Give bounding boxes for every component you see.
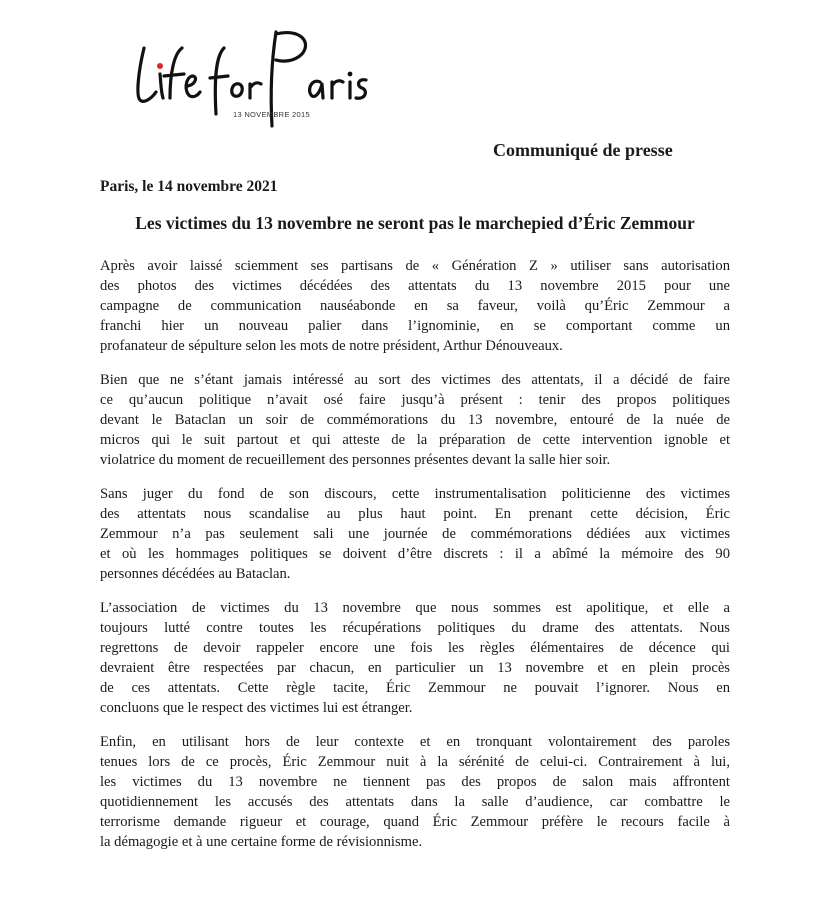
text-line: personnes décédées au Bataclan.	[100, 566, 291, 582]
text-line: toujours lutté contre toutes les récupérations politiques du drame des attentats. Nous	[100, 620, 730, 636]
text-line: campagne de communication nauséabonde en sa faveur, voilà qu’Éric Zemmour a	[100, 298, 730, 314]
text-line: des photos des victimes décédées des attentats du 13 novembre 2015 pour une	[100, 278, 730, 294]
text-line: micros qui le suit partout et qui atteste de la préparation de cette intervention ignoble et	[100, 432, 730, 448]
text-line: franchi hier un nouveau palier dans l’ignominie, en se comportant comme un	[100, 318, 730, 334]
text-line: les victimes du 13 novembre ne tiennent pas des propos de salon mais affrontent	[100, 774, 730, 790]
paragraph-3	[100, 484, 730, 584]
text-line: tenues lors de ce procès, Éric Zemmour nuit à la sérénité de celui-ci. Contrairement à lui,	[100, 754, 730, 770]
press-release-label: Communiqué de presse	[493, 140, 673, 160]
text-line: Bien que ne s’étant jamais intéressé au sort des victimes des attentats, il a décidé de faire	[100, 372, 730, 388]
text-line: Zemmour n’a pas seulement sali une journée de commémorations dédiées aux victimes	[100, 526, 730, 542]
text-line: regrettons de devoir rappeler encore une fois les règles élémentaires de décence qui	[100, 640, 730, 656]
text-line: devraient être respectées par chacun, en particulier un 13 novembre et en plein procès	[100, 660, 730, 676]
text-line: et où les hommages politiques se doivent d’être discrets : il a abîmé la mémoire des 90	[100, 546, 730, 562]
headline: Les victimes du 13 novembre ne seront pas le marchepied d’Éric Zemmour	[135, 213, 695, 233]
text-line: devant le Bataclan un soir de commémorations du 13 novembre, entouré de la nuée de	[100, 412, 730, 428]
logo-red-dot	[157, 63, 163, 69]
text-line: L’association de victimes du 13 novembre que nous sommes est apolitique, et elle a	[100, 600, 730, 616]
paragraph-1	[100, 256, 730, 356]
text-line: concluons que le respect des victimes lui est étranger.	[100, 700, 413, 716]
text-line: Sans juger du fond de son discours, cette instrumentalisation politicienne des victimes	[100, 486, 730, 502]
text-line: Enfin, en utilisant hors de leur contexte et en tronquant volontairement des paroles	[100, 734, 730, 750]
text-line: Après avoir laissé sciemment ses partisans de « Génération Z » utiliser sans autorisation	[100, 258, 730, 274]
text-line: profanateur de sépulture selon les mots de notre président, Arthur Dénouveaux.	[100, 338, 563, 354]
dateline: Paris, le 14 novembre 2021	[100, 178, 278, 195]
text-line: ce qu’aucun politique n’avait osé faire jusqu’à présent : tenir des propos politiques	[100, 392, 730, 408]
text-line: de ces attentats. Cette règle tacite, Éric Zemmour ne pouvait l’ignorer. Nous en	[100, 680, 730, 696]
logo-subtitle: 13 NOVEMBRE 2015	[233, 110, 310, 119]
paragraph-5	[100, 732, 730, 852]
text-line: quotidiennement les accusés des attentats dans la salle d’audience, car combattre le	[100, 794, 730, 810]
paragraph-2	[100, 370, 730, 470]
text-line: terrorisme demande rigueur et courage, quand Éric Zemmour préfère le recours facile à	[100, 814, 730, 830]
paragraph-4	[100, 598, 730, 718]
body-text	[100, 256, 730, 866]
text-line: des attentats nous scandalise au plus haut point. En prenant cette décision, Éric	[100, 506, 730, 522]
life-for-paris-logo	[130, 18, 370, 133]
text-line: violatrice du moment de recueillement des personnes présentes devant la salle hier soir.	[100, 452, 611, 468]
text-line: la démagogie et à une certaine forme de révisionnisme.	[100, 834, 423, 850]
